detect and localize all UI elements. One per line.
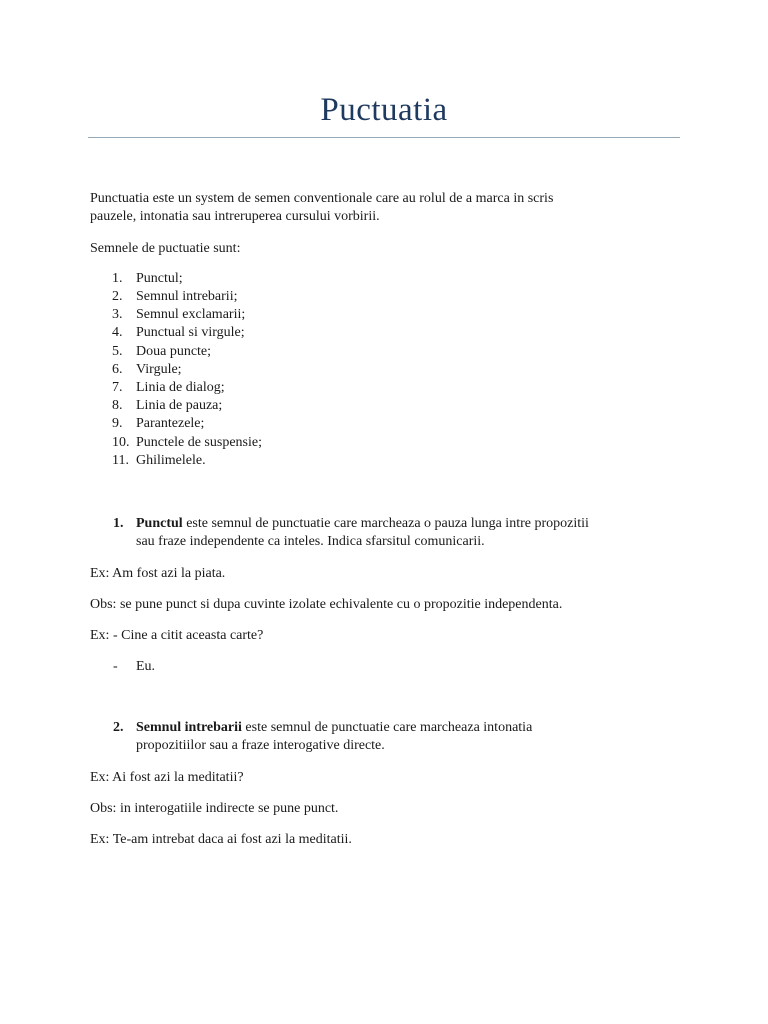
list-item-number: 6.	[112, 362, 123, 377]
list-item-number: 4.	[112, 325, 123, 340]
section-term: Punctul	[136, 516, 183, 531]
list-item: Semnul exclamarii;	[136, 307, 246, 322]
list-item: Punctul;	[136, 271, 183, 286]
section-number: 2.	[113, 720, 124, 735]
list-item: Parantezele;	[136, 416, 205, 431]
list-item: Linia de pauza;	[136, 398, 223, 413]
section-number: 1.	[113, 516, 124, 531]
section-definition-line-2: propozitiilor sau a fraze interogative directe.	[136, 738, 385, 753]
list-item: Virgule;	[136, 362, 182, 377]
list-item-number: 2.	[112, 289, 123, 304]
section-definition-line-2: sau fraze independente ca inteles. Indica sfarsitul comunicarii.	[136, 534, 485, 549]
list-item-number: 1.	[112, 271, 123, 286]
title-underline-divider	[88, 137, 680, 138]
list-item: Linia de dialog;	[136, 380, 225, 395]
list-item: Semnul intrebarii;	[136, 289, 238, 304]
list-item: Doua puncte;	[136, 344, 212, 359]
list-item-number: 8.	[112, 398, 123, 413]
list-item-number: 3.	[112, 307, 123, 322]
example-text: Ex: Am fost azi la piata.	[90, 566, 226, 581]
observation-text: Obs: se pune punct si dupa cuvinte izolate echivalente cu o propozitie independenta.	[90, 597, 563, 612]
example-text: Ex: Te-am intrebat daca ai fost azi la meditatii.	[90, 832, 352, 847]
section-definition-line-1	[136, 515, 589, 533]
list-item-number: 5.	[112, 344, 123, 359]
observation-text: Obs: in interogatiile indirecte se pune punct.	[90, 801, 339, 816]
list-item-number: 10.	[112, 435, 130, 450]
list-item: Punctual si virgule;	[136, 325, 245, 340]
list-item-number: 7.	[112, 380, 123, 395]
section-definition-text: este semnul de punctuatie care marcheaza intonatia	[241, 720, 533, 735]
list-item: Punctele de suspensie;	[136, 435, 262, 450]
list-item-number: 9.	[112, 416, 123, 431]
example-text: Ex: Ai fost azi la meditatii?	[90, 770, 244, 785]
intro-paragraph-line-2: pauzele, intonatia sau intreruperea cursului vorbirii.	[90, 209, 380, 224]
intro-paragraph-line-1: Punctuatia este un system de semen conventionale care au rolul de a marca in scris	[90, 191, 554, 206]
section-definition-text: este semnul de punctuatie care marcheaza o pauza lunga intre propozitii	[182, 516, 589, 531]
document-title: Puctuatia	[320, 92, 448, 128]
example-text: Ex: - Cine a citit aceasta carte?	[90, 628, 264, 643]
section-definition-line-1	[136, 719, 532, 737]
list-item: Ghilimelele.	[136, 453, 206, 468]
list-item-number: 11.	[112, 453, 129, 468]
dialog-dash: -	[113, 659, 118, 674]
section-term: Semnul intrebarii	[136, 720, 242, 735]
list-heading: Semnele de puctuatie sunt:	[90, 241, 241, 256]
dialog-reply: Eu.	[136, 659, 156, 674]
